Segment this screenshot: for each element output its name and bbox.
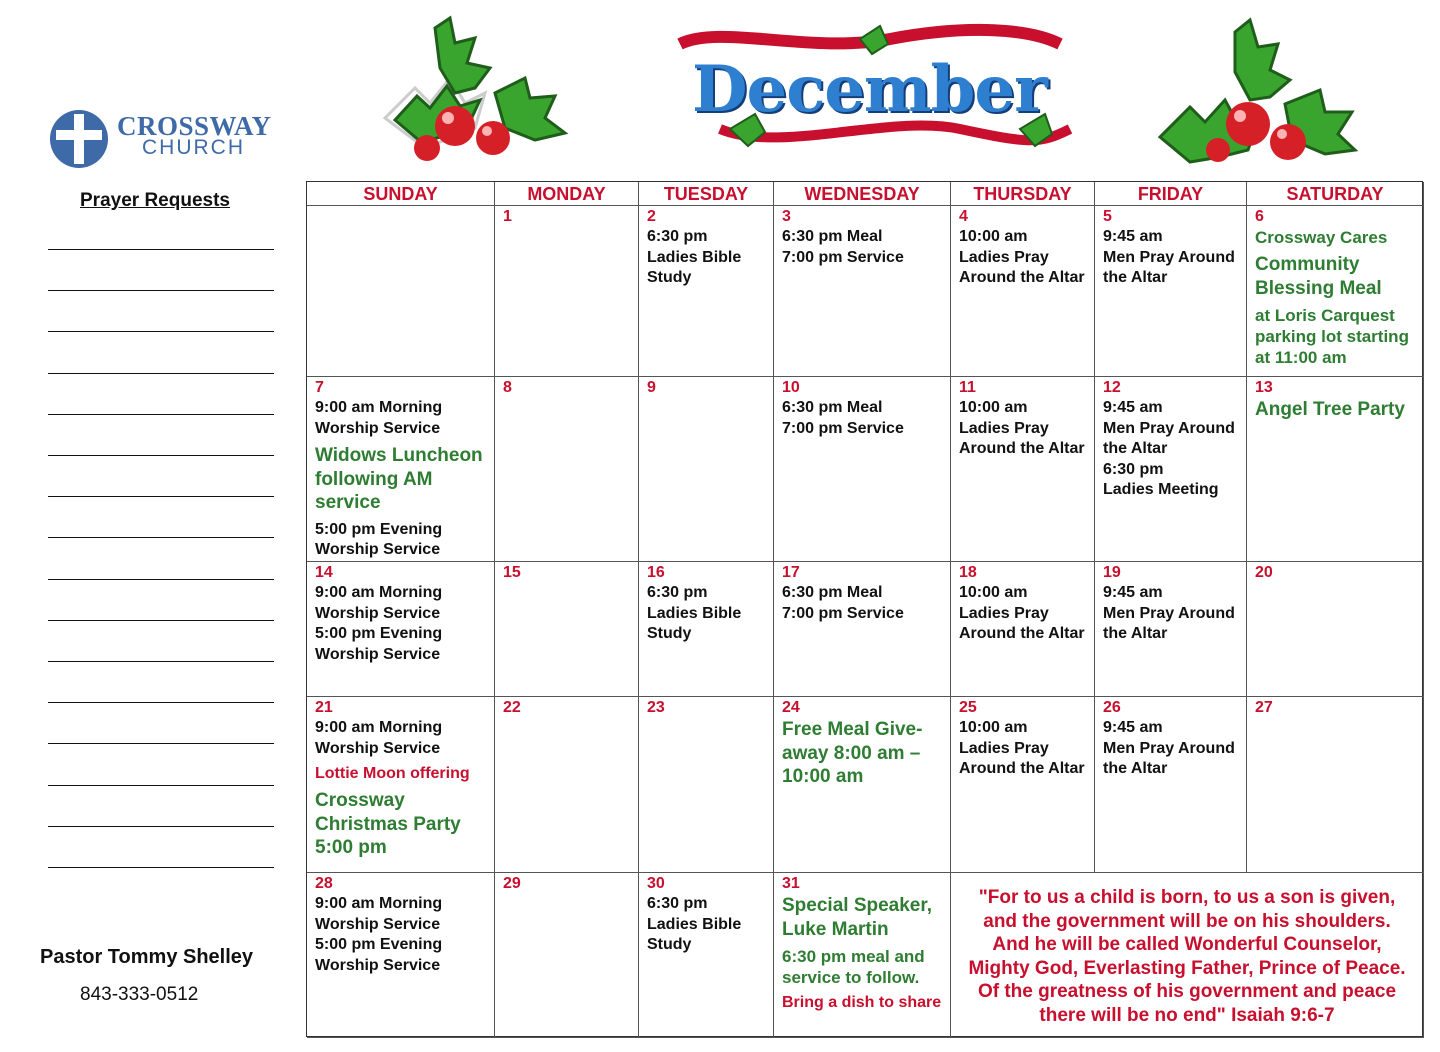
day-cell — [1247, 561, 1424, 697]
weekday-header-thursday: THURSDAY — [951, 182, 1095, 206]
day-cell — [495, 696, 639, 873]
day-number: 9 — [647, 379, 656, 396]
event-text: Men Pray Around the Altar — [1103, 248, 1235, 286]
event-text: 5:00 pm Evening Worship Service — [315, 936, 443, 974]
day-cell — [639, 561, 774, 697]
event-text: 10:00 am — [959, 584, 1028, 601]
prayer-line — [48, 249, 274, 250]
day-number: 24 — [782, 699, 800, 716]
day-number: 19 — [1103, 564, 1121, 581]
day-cell — [307, 696, 495, 873]
prayer-line — [48, 785, 274, 786]
phone-number: 843-333-0512 — [80, 984, 199, 1005]
prayer-line — [48, 867, 274, 868]
event-text: 6:30 pm Meal — [782, 584, 883, 601]
event-text: 5:00 pm Evening Worship Service — [315, 625, 443, 663]
event-text: at Loris Carquest parking lot starting at 11:00 am — [1255, 306, 1409, 367]
day-number: 29 — [503, 875, 521, 892]
day-cell — [951, 376, 1095, 562]
day-number: 6 — [1255, 208, 1264, 225]
prayer-line — [48, 661, 274, 662]
event-text: 6:30 pm — [1103, 460, 1164, 478]
prayer-line — [48, 579, 274, 580]
prayer-line — [48, 290, 274, 291]
day-cell — [307, 376, 495, 562]
day-cell — [774, 696, 951, 873]
event-text: 9:45 am — [1103, 719, 1163, 736]
day-cell — [774, 205, 951, 377]
day-number: 16 — [647, 564, 665, 581]
day-number: 31 — [782, 875, 800, 892]
event-text: 6:30 pm — [647, 228, 708, 245]
day-number: 17 — [782, 564, 800, 581]
weekday-header-saturday: SATURDAY — [1247, 182, 1424, 206]
prayer-line — [48, 702, 274, 703]
day-number: 30 — [647, 875, 665, 892]
day-number: 22 — [503, 699, 521, 716]
prayer-line — [48, 414, 274, 415]
day-number: 27 — [1255, 699, 1273, 716]
scripture-quote: "For to us a child is born, to us a son is given, and the government will be on his shoulders. And he will be called Wonderful Counselor, Mighty God, Everlasting Father, Prince of Peace. Of the greatness of his government and peace there will be no end" Isaiah 9:6-7 — [968, 887, 1406, 1026]
day-cell — [1095, 696, 1247, 873]
scripture-quote-cell — [951, 872, 1424, 1038]
day-number: 11 — [959, 379, 976, 396]
church-name-line1: CROSSWAY — [117, 111, 272, 141]
event-text: 6:30 pm Meal — [782, 228, 883, 245]
prayer-line — [48, 331, 274, 332]
prayer-line — [48, 743, 274, 744]
day-number: 3 — [782, 208, 791, 225]
crossway-logo-icon — [48, 108, 110, 170]
day-cell — [1247, 205, 1424, 377]
day-cell — [774, 376, 951, 562]
event-text: Men Pray Around the Altar — [1103, 419, 1235, 457]
event-text: 9:00 am Morning Worship Service — [315, 399, 443, 437]
day-number: 12 — [1103, 379, 1121, 396]
day-number: 10 — [782, 379, 800, 396]
weekday-header-sunday: SUNDAY — [307, 182, 495, 206]
day-number: 25 — [959, 699, 977, 716]
event-text: 9:00 am Morning Worship Service — [315, 584, 443, 622]
prayer-requests-heading: Prayer Requests — [80, 190, 230, 211]
day-cell — [307, 561, 495, 697]
event-text: 6:30 pm meal and service to follow. — [782, 947, 925, 987]
weekday-header-tuesday: TUESDAY — [639, 182, 774, 206]
event-text: 10:00 am — [959, 399, 1028, 416]
prayer-line — [48, 373, 274, 374]
event-text: Ladies Bible Study — [647, 915, 742, 953]
day-cell — [1095, 205, 1247, 377]
event-text: Men Pray Around the Altar — [1103, 739, 1235, 777]
day-number: 8 — [503, 379, 512, 396]
day-cell — [307, 205, 495, 377]
event-text: Ladies Meeting — [1103, 481, 1219, 498]
event-text: 6:30 pm Meal — [782, 399, 883, 416]
event-text: Crossway Christmas Party 5:00 pm — [315, 790, 461, 858]
day-cell — [639, 872, 774, 1038]
event-text: 10:00 am — [959, 719, 1028, 736]
event-text: 7:00 pm Service — [782, 604, 904, 622]
event-text: Community Blessing Meal — [1255, 254, 1382, 299]
day-cell — [495, 376, 639, 562]
day-number: 20 — [1255, 564, 1273, 581]
day-cell — [774, 561, 951, 697]
event-text: Ladies Bible Study — [647, 248, 742, 286]
church-name-line2: CHURCH — [142, 136, 245, 159]
day-cell — [774, 872, 951, 1038]
day-cell — [495, 205, 639, 377]
weekday-header-friday: FRIDAY — [1095, 182, 1247, 206]
day-cell — [1247, 696, 1424, 873]
event-text: 9:45 am — [1103, 399, 1163, 416]
prayer-line — [48, 455, 274, 456]
day-number: 13 — [1255, 379, 1273, 396]
day-number: 2 — [647, 208, 656, 225]
event-text: 9:00 am Morning Worship Service — [315, 895, 443, 933]
event-text: Lottie Moon offering — [315, 765, 470, 782]
day-cell — [639, 376, 774, 562]
day-cell — [495, 561, 639, 697]
event-text: 6:30 pm — [647, 584, 708, 601]
day-cell — [639, 696, 774, 873]
event-text: 6:30 pm — [647, 895, 708, 912]
day-cell — [951, 205, 1095, 377]
day-number: 7 — [315, 379, 324, 396]
day-cell — [1095, 561, 1247, 697]
holly-decoration-left-icon — [355, 8, 595, 178]
weekday-header-wednesday: WEDNESDAY — [774, 182, 951, 206]
event-text: 10:00 am — [959, 228, 1028, 245]
event-text: Men Pray Around the Altar — [1103, 604, 1235, 642]
prayer-line — [48, 496, 274, 497]
event-text: Ladies Pray Around the Altar — [959, 419, 1085, 457]
event-text: Angel Tree Party — [1255, 399, 1405, 420]
event-text: 9:45 am — [1103, 584, 1163, 601]
event-text: Ladies Pray Around the Altar — [959, 604, 1085, 642]
day-number: 14 — [315, 564, 333, 581]
day-number: 23 — [647, 699, 665, 716]
month-title-banner — [660, 14, 1080, 164]
event-text: Ladies Pray Around the Altar — [959, 739, 1085, 777]
day-cell — [307, 872, 495, 1038]
day-number: 1 — [503, 208, 512, 225]
day-number: 26 — [1103, 699, 1121, 716]
day-number: 15 — [503, 564, 521, 581]
calendar-grid — [306, 181, 1423, 1037]
day-cell — [951, 696, 1095, 873]
event-text: 5:00 pm Evening Worship Service — [315, 520, 443, 558]
event-text: 7:00 pm Service — [782, 419, 904, 437]
event-text: Crossway Cares — [1255, 228, 1388, 247]
event-text: Ladies Pray Around the Altar — [959, 248, 1085, 286]
event-text: 7:00 pm Service — [782, 248, 904, 266]
event-text: Widows Luncheon following AM service — [315, 445, 483, 513]
prayer-line — [48, 537, 274, 538]
event-text: 9:45 am — [1103, 228, 1163, 245]
day-cell — [495, 872, 639, 1038]
day-number: 18 — [959, 564, 977, 581]
day-number: 28 — [315, 875, 333, 892]
event-text: Bring a dish to share — [782, 994, 942, 1011]
day-cell — [951, 561, 1095, 697]
prayer-line — [48, 620, 274, 621]
event-text: Free Meal Give-away 8:00 am – 10:00 am — [782, 719, 923, 787]
day-cell — [1247, 376, 1424, 562]
day-cell — [1095, 376, 1247, 562]
month-title: December — [692, 52, 1047, 127]
event-text: Ladies Bible Study — [647, 604, 742, 642]
day-cell — [639, 205, 774, 377]
weekday-header-monday: MONDAY — [495, 182, 639, 206]
prayer-line — [48, 826, 274, 827]
day-number: 5 — [1103, 208, 1112, 225]
holly-decoration-right-icon — [1140, 12, 1380, 182]
day-number: 4 — [959, 208, 968, 225]
event-text: 9:00 am Morning Worship Service — [315, 719, 443, 757]
pastor-name: Pastor Tommy Shelley — [40, 946, 254, 968]
event-text: Special Speaker, Luke Martin — [782, 895, 932, 940]
day-number: 21 — [315, 699, 333, 716]
